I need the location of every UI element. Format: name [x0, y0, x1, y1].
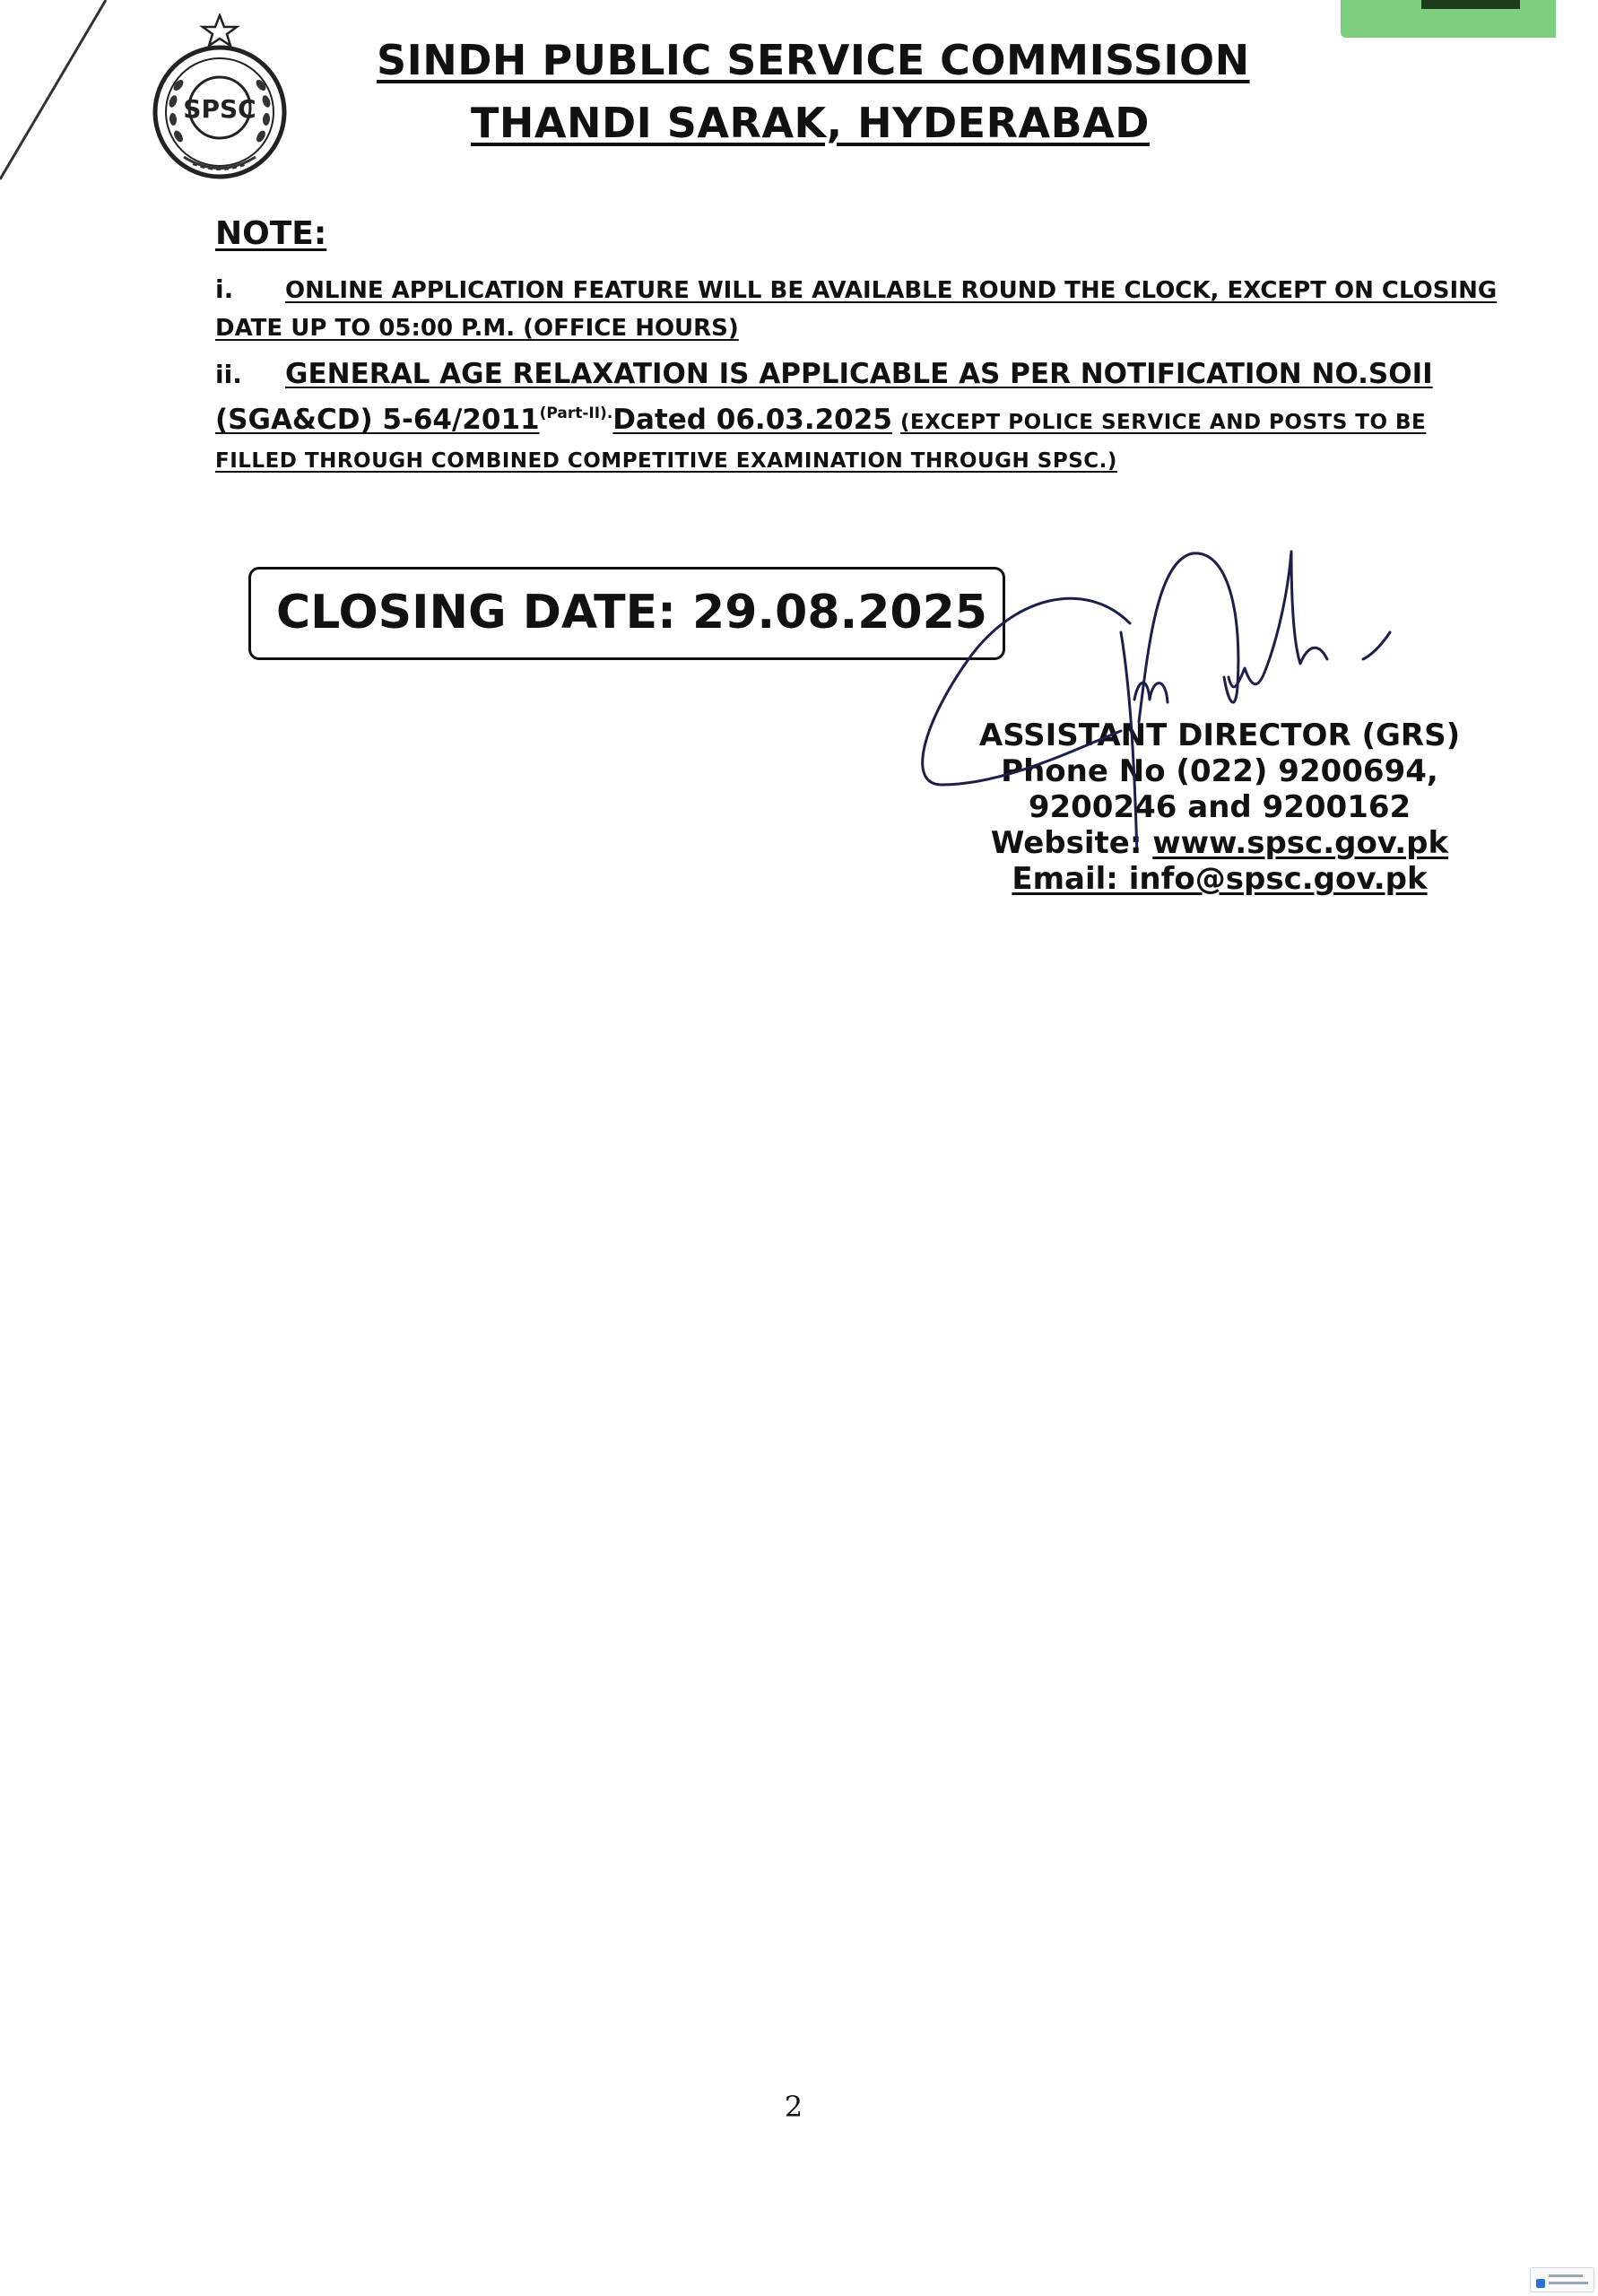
- closing-date-box: [248, 567, 1005, 660]
- note-item-number: i.: [215, 274, 234, 304]
- note-item-number: ii.: [215, 360, 242, 389]
- note-item-1: [215, 271, 1511, 347]
- contact-phone-2: 9200246 and 9200162: [1028, 789, 1411, 825]
- note-item-text: GENERAL AGE RELAXATION IS APPLICABLE AS PER NOTIFICATION NO.SOII (SGA&CD) 5-64/2011: [215, 358, 1433, 436]
- camscanner-badge: [1530, 2267, 1594, 2292]
- website-label: Website:: [990, 825, 1153, 861]
- contact-phone-1: Phone No (022) 9200694,: [1001, 753, 1438, 789]
- seal-text: SPSC: [183, 94, 256, 124]
- contact-email[interactable]: Email: info@spsc.gov.pk: [1012, 861, 1428, 897]
- commission-name: SINDH PUBLIC SERVICE COMMISSION: [377, 36, 1250, 84]
- page-number: 2: [784, 2090, 803, 2124]
- note-item-exception: (EXCEPT POLICE SERVICE AND POSTS TO BE FILLED THROUGH COMBINED COMPETITIVE EXAMINATION THROUGH SPSC.): [215, 411, 1427, 473]
- tab-mark: [1421, 0, 1520, 9]
- camscanner-icon: [1536, 2279, 1545, 2288]
- note-item-superscript: (Part-II).: [539, 404, 613, 422]
- spsc-seal-logo: [148, 13, 291, 184]
- badge-line: [1549, 2274, 1583, 2277]
- badge-line: [1549, 2282, 1588, 2284]
- commission-address: THANDI SARAK, HYDERABAD: [471, 99, 1150, 147]
- note-heading: NOTE:: [215, 215, 327, 252]
- note-item-text: ONLINE APPLICATION FEATURE WILL BE AVAILABLE ROUND THE CLOCK, EXCEPT ON CLOSING DATE UP TO 05:00 P.M. (OFFICE HOURS): [215, 277, 1498, 342]
- contact-title: ASSISTANT DIRECTOR (GRS): [978, 718, 1461, 753]
- scan-artifact-line: [0, 0, 143, 188]
- scan-artifact-green-tab: [1341, 0, 1556, 38]
- closing-date: CLOSING DATE: 29.08.2025: [276, 586, 987, 639]
- handwritten-signature: [906, 543, 1408, 848]
- note-item-2: [215, 355, 1511, 480]
- note-item-dated: Dated 06.03.2025: [612, 404, 892, 436]
- website-link[interactable]: www.spsc.gov.pk: [1152, 825, 1449, 861]
